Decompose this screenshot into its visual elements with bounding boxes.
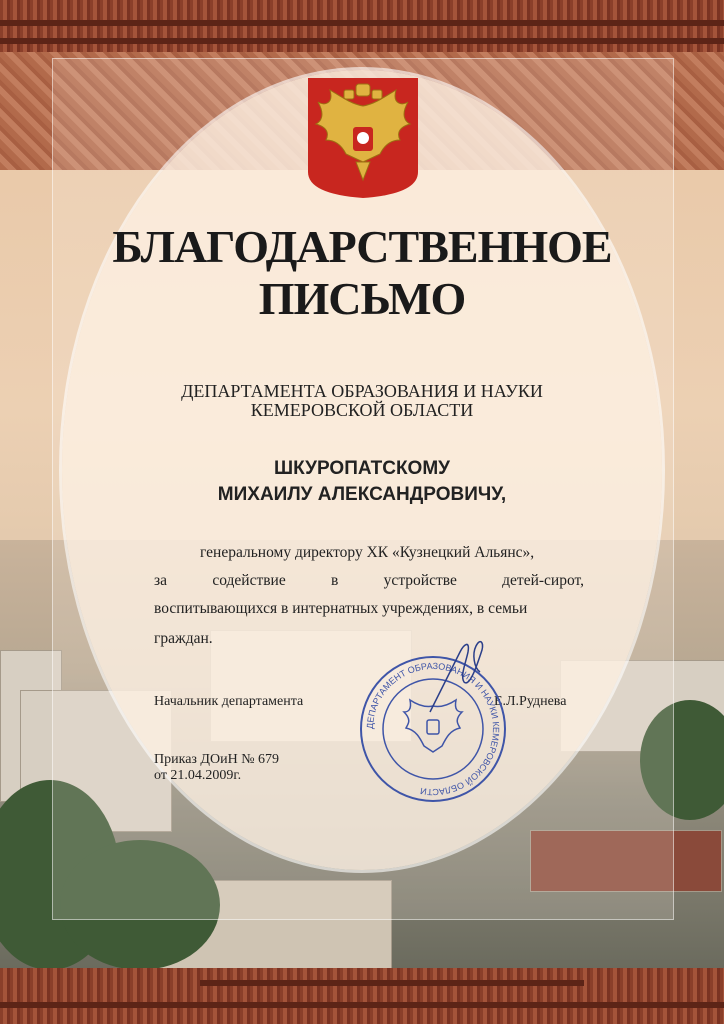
top-decorative-band [0, 0, 724, 52]
issuer-line1: ДЕПАРТАМЕНТА ОБРАЗОВАНИЯ И НАУКИ [181, 381, 543, 401]
order-date: от 21.04.2009г. [154, 768, 242, 783]
stamp-text: ДЕПАРТАМЕНТ ОБРАЗОВАНИЯ И НАУКИ КЕМЕРОВСКОЙ ОБЛАСТИ [364, 660, 502, 798]
bottom-decorative-band [0, 968, 724, 1024]
signatory-name: Е.Л.Руднева [494, 694, 567, 709]
certificate-title-line1: БЛАГОДАРСТВЕННОЕ [112, 221, 612, 272]
recipient-surname: ШКУРОПАТСКОМУ [274, 458, 450, 479]
issuer-line2: КЕМЕРОВСКОЙ ОБЛАСТИ [250, 400, 474, 420]
bottom-band-line [0, 1002, 724, 1008]
bottom-band-line [200, 980, 584, 986]
body-text-line4: граждан. [154, 630, 213, 647]
top-band-line [0, 38, 724, 44]
recipient-given-names: МИХАИЛУ АЛЕКСАНДРОВИЧУ, [217, 484, 507, 505]
body-text-line3: воспитывающихся в интернатных учреждениях, в семьи [154, 600, 528, 617]
top-band-line [0, 20, 724, 26]
body-text-line2: за содействие в устройстве детей-сирот, [154, 572, 584, 589]
signatory-title: Начальник департамента [154, 694, 304, 709]
certificate-title-line2: ПИСЬМО [258, 273, 466, 324]
russian-coat-of-arms-icon [306, 76, 420, 200]
order-number: Приказ ДОиН № 679 [154, 752, 280, 767]
body-text-line1: генеральному директору ХК «Кузнецкий Альянс», [200, 544, 535, 561]
handwritten-signature [420, 632, 500, 722]
